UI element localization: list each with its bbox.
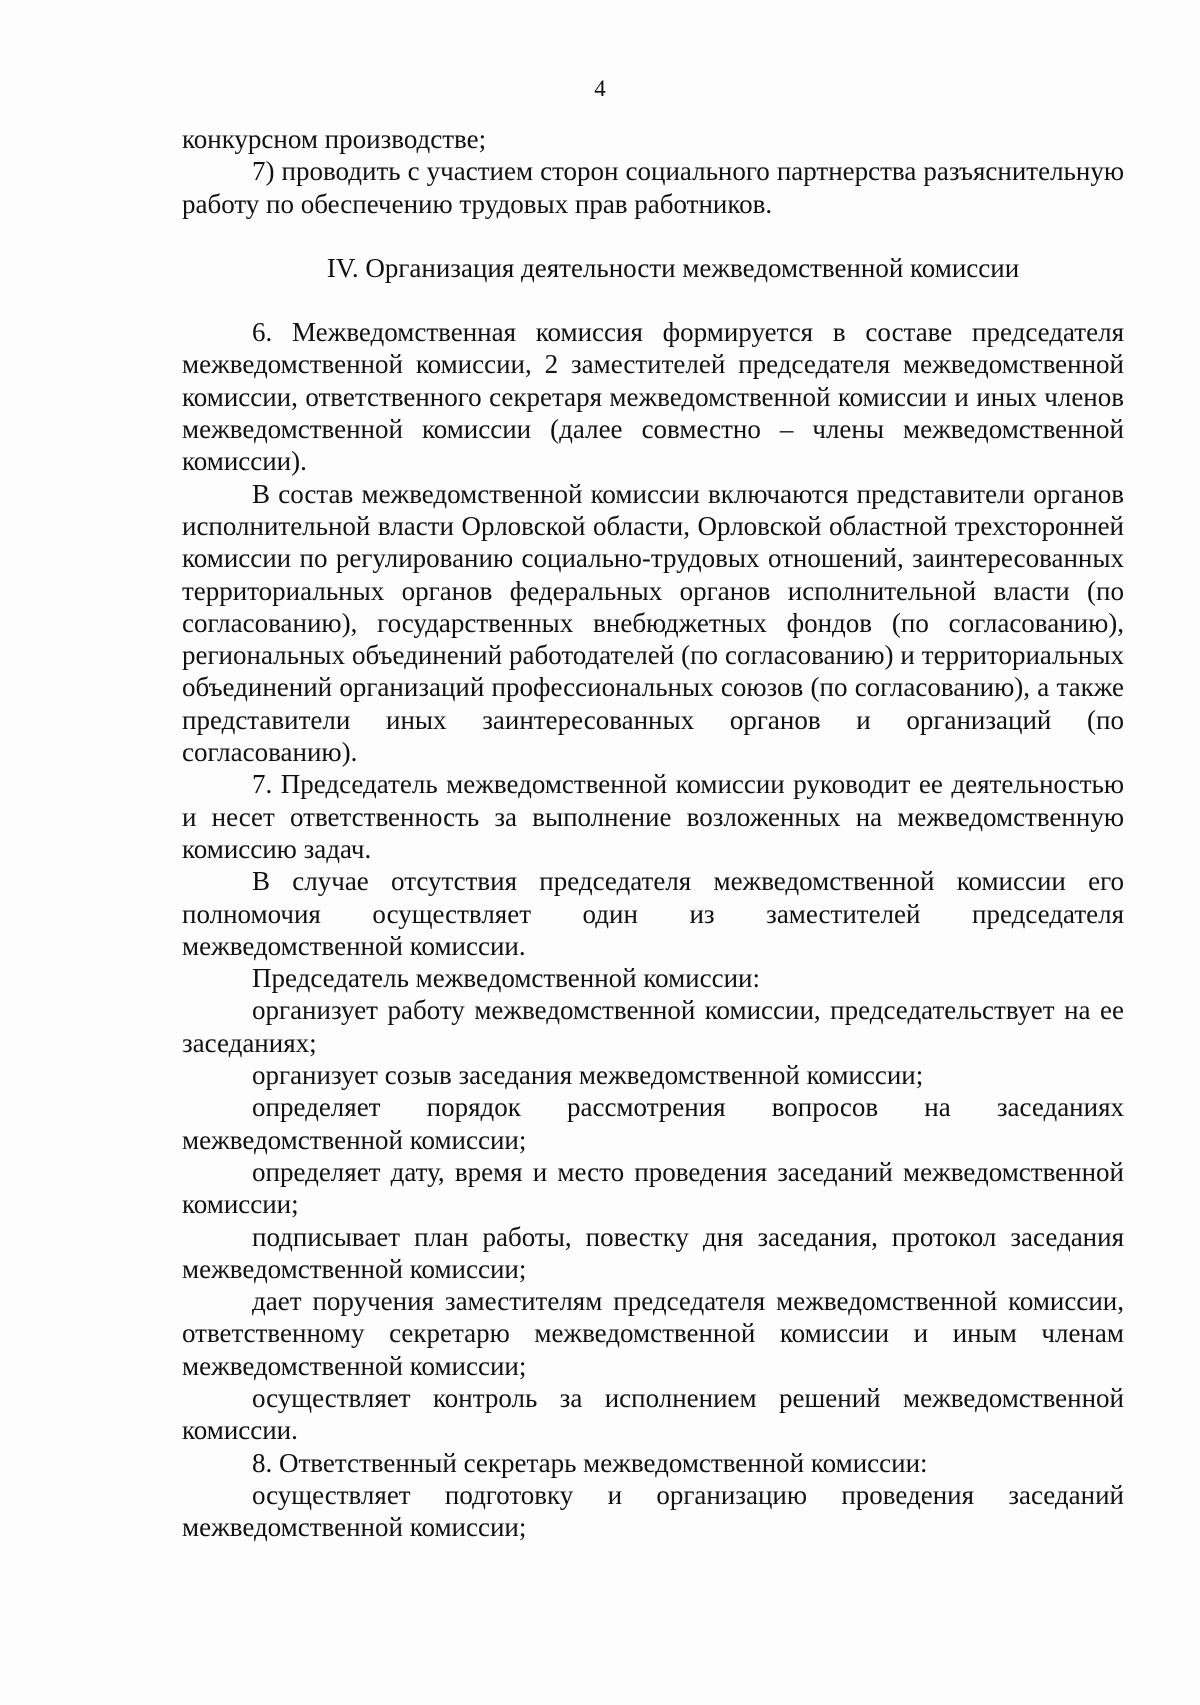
paragraph: определяет порядок рассмотрения вопросов на заседаниях межведомственной комиссии; — [182, 1092, 1124, 1155]
page-number: 4 — [594, 76, 606, 101]
paragraph: В состав межведомственной комиссии включаются представители органов исполнительной власти Орловской области, Орловской областной трехсторонней комиссии по регулированию социально-трудовых отношений, заинтересованных территориальных органов федеральных органов исполнительной власти (по согласованию), государственных внебюджетных фондов (по согласованию), региональных объединений работодателей (по согласованию) и территориальных объединений организаций профессиональных союзов (по согласованию), а также представители иных заинтересованных органов и организаций (по согласованию). — [182, 478, 1124, 768]
paragraph: дает поручения заместителям председателя межведомственной комиссии, ответственному секретарю межведомственной комиссии и иным членам межведомственной комиссии; — [182, 1286, 1124, 1381]
paragraph: подписывает план работы, повестку дня заседания, протокол заседания межведомственной комиссии; — [182, 1221, 1124, 1284]
document-body — [182, 123, 1124, 1543]
paragraph: осуществляет контроль за исполнением решений межведомственной комиссии. — [182, 1382, 1124, 1446]
paragraph: 7. Председатель межведомственной комиссии руководит ее деятельностью и несет ответственность за выполнение возложенных на межведомственную комиссию задач. — [182, 769, 1124, 864]
paragraph: В случае отсутствия председателя межведомственной комиссии его полномочия осуществляет один из заместителей председателя межведомственной комиссии. — [182, 866, 1124, 961]
paragraph: осуществляет подготовку и организацию проведения заседаний межведомственной комиссии; — [182, 1479, 1124, 1543]
paragraph: Председатель межведомственной комиссии: — [252, 963, 760, 994]
section-heading: IV. Организация деятельности межведомственной комиссии — [326, 252, 1020, 283]
paragraph: 7) проводить с участием сторон социального партнерства разъяснительную работу по обеспечению трудовых прав работников. — [182, 156, 1124, 219]
paragraph: 6. Межведомственная комиссия формируется в составе председателя межведомственной комиссии, 2 заместителей председателя межведомственной комиссии, ответственного секретаря межведомственной комиссии и иных членов межведомственной комиссии (далее совместно – члены межведомственной комиссии). — [182, 317, 1124, 477]
paragraph: организует работу межведомственной комиссии, председательствует на ее заседаниях; — [182, 995, 1124, 1058]
paragraph: определяет дату, время и место проведения заседаний межведомственной комиссии; — [182, 1156, 1124, 1220]
paragraph: конкурсном производстве; — [182, 124, 487, 154]
paragraph: 8. Ответственный секретарь межведомственной комиссии: — [252, 1447, 928, 1478]
paragraph: организует созыв заседания межведомственной комиссии; — [252, 1060, 924, 1091]
